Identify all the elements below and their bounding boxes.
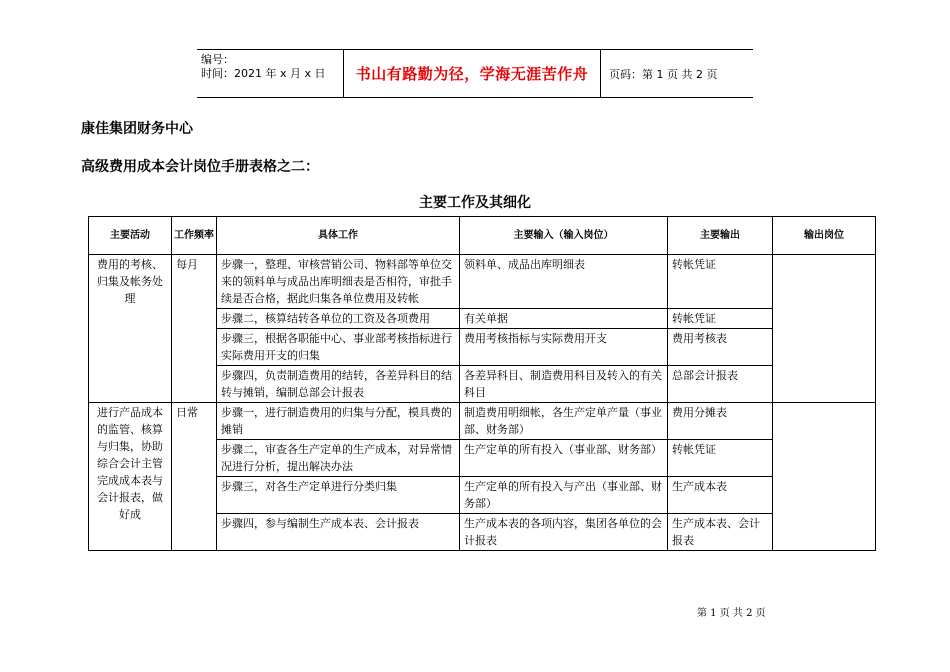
output-cell: 生产成本表、会计报表: [668, 514, 773, 551]
number-label: 编号：: [201, 53, 234, 66]
table-title: 主要工作及其细化: [419, 195, 531, 211]
input-cell: 各差异科目、制造费用科目及转入的有关科目: [460, 366, 668, 403]
output-cell: 总部会计报表: [668, 366, 773, 403]
header-input: 主要输入（输入岗位）: [460, 217, 668, 255]
table-row: [89, 255, 876, 309]
header-motto-box: [343, 50, 601, 97]
output-cell: 生产成本表: [668, 477, 773, 514]
header-meta: [201, 53, 326, 81]
header-frequency: 工作频率: [172, 217, 217, 255]
output-cell: 费用分摊表: [668, 403, 773, 440]
work-cell: 步骤一，整理、审核营销公司、物料部等单位交来的领料单与成品出库明细表是否相符，审批手续是否合格，据此归集各单位费用及转帐: [217, 255, 460, 309]
input-cell: 生产成本表的各项内容，集团各单位的会计报表: [460, 514, 668, 551]
motto: 书山有路勤为径，学海无涯苦作舟: [355, 65, 589, 83]
work-cell: 步骤三，对各生产定单进行分类归集: [217, 477, 460, 514]
activity-cell: 进行产品成本的监管、核算与归集，协助综合会计主管完成成本表与会计报表，做好成: [89, 403, 172, 551]
post-cell: [773, 403, 876, 551]
work-cell: 步骤四，参与编制生产成本表、会计报表: [217, 514, 460, 551]
input-cell: 生产定单的所有投入（事业部、财务部）: [460, 440, 668, 477]
page-header: [197, 49, 753, 98]
work-cell: 步骤二，审查各生产定单的生产成本，对异常情况进行分析，提出解决办法: [217, 440, 460, 477]
work-cell: 步骤四，负责制造费用的结转，各差异科目的结转与摊销，编制总部会计报表: [217, 366, 460, 403]
output-cell: 费用考核表: [668, 329, 773, 366]
input-cell: 有关单据: [460, 309, 668, 329]
page-label: 页码：第 1 页 共 2 页: [609, 68, 718, 81]
output-cell: 转帐凭证: [668, 440, 773, 477]
activity-cell: 费用的考核、归集及帐务处理: [89, 255, 172, 403]
post-cell: [773, 255, 876, 403]
output-cell: 转帐凭证: [668, 309, 773, 329]
header-activity: 主要活动: [89, 217, 172, 255]
date-label: 时间：2021 年 x 月 x 日: [201, 67, 326, 80]
input-cell: 领料单、成品出库明细表: [460, 255, 668, 309]
table-row: [89, 403, 876, 440]
doc-subtitle: 高级费用成本会计岗位手册表格之二：: [81, 159, 319, 175]
table-header-row: [89, 217, 876, 255]
frequency-cell: 日常: [172, 403, 217, 551]
work-cell: 步骤一，进行制造费用的归集与分配，模具费的摊销: [217, 403, 460, 440]
output-cell: 转帐凭证: [668, 255, 773, 309]
work-cell: 步骤二，核算结转各单位的工资及各项费用: [217, 309, 460, 329]
input-cell: 生产定单的所有投入与产出（事业部、财务部）: [460, 477, 668, 514]
header-output: 主要输出: [668, 217, 773, 255]
work-table: [88, 216, 876, 551]
input-cell: 费用考核指标与实际费用开支: [460, 329, 668, 366]
work-cell: 步骤三，根据各职能中心、事业部考核指标进行实际费用开支的归集: [217, 329, 460, 366]
header-post: 输出岗位: [773, 217, 876, 255]
page-footer: 第 1 页 共 2 页: [697, 608, 766, 619]
header-work: 具体工作: [217, 217, 460, 255]
frequency-cell: 每月: [172, 255, 217, 403]
org-name: 康佳集团财务中心: [81, 121, 193, 137]
input-cell: 制造费用明细帐，各生产定单产量（事业部、财务部）: [460, 403, 668, 440]
